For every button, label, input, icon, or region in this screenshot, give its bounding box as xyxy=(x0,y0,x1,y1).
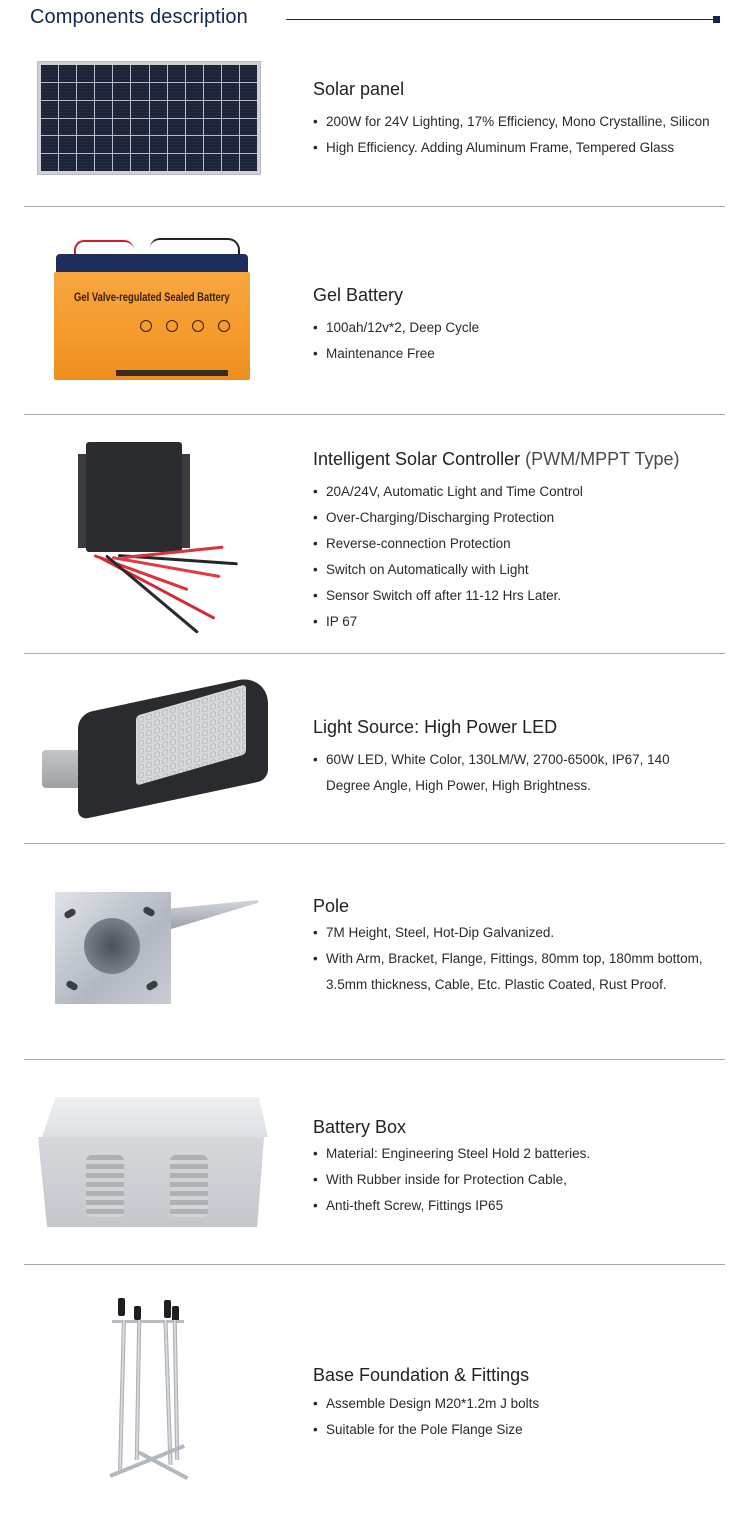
solar-cell xyxy=(59,119,76,136)
solar-cell xyxy=(113,101,130,118)
solar-cell xyxy=(41,154,58,171)
component-info xyxy=(313,715,743,799)
spec-item: • Reverse-connection Protection xyxy=(313,531,743,557)
solar-cell xyxy=(59,83,76,100)
component-title: Light Source: High Power LED xyxy=(313,717,558,737)
spec-item: • Sensor Switch off after 11-12 Hrs Later. xyxy=(313,583,743,609)
solar-cell xyxy=(113,136,130,153)
component-info xyxy=(313,77,743,161)
solar-cell xyxy=(222,136,239,153)
solar-cell xyxy=(186,136,203,153)
solar-cell xyxy=(95,136,112,153)
solar-cell xyxy=(59,101,76,118)
spec-item: • Maintenance Free xyxy=(313,341,743,367)
solar-cell xyxy=(131,136,148,153)
solar-cell xyxy=(222,101,239,118)
spec-item: • High Efficiency. Adding Aluminum Frame, Tempered Glass xyxy=(313,135,743,161)
component-title: Solar panel xyxy=(313,79,405,99)
component-title: Pole xyxy=(313,896,350,916)
solar-cell xyxy=(150,83,167,100)
solar-cell xyxy=(59,65,76,82)
component-title: Base Foundation & Fittings xyxy=(313,1365,530,1385)
solar-cell xyxy=(168,154,185,171)
certification-icons xyxy=(140,320,230,332)
solar-cell xyxy=(204,154,221,171)
spec-item: • With Rubber inside for Protection Cable, xyxy=(313,1167,743,1193)
solar-cell xyxy=(95,101,112,118)
solar-cell xyxy=(240,65,257,82)
solar-cell xyxy=(41,136,58,153)
solar-cell xyxy=(204,119,221,136)
solar-cell xyxy=(77,65,94,82)
pole-image xyxy=(40,870,260,1000)
component-info xyxy=(313,1363,743,1443)
solar-cell xyxy=(240,154,257,171)
solar-cell xyxy=(131,154,148,171)
section-divider xyxy=(24,1264,725,1265)
spec-item: • Anti-theft Screw, Fittings IP65 xyxy=(313,1193,743,1219)
spec-item: • With Arm, Bracket, Flange, Fittings, 80mm top, 180mm bottom, 3.5mm thickness, Cable, Etc. Plastic Coated, Rust Proof. xyxy=(313,946,713,998)
solar-cell xyxy=(41,119,58,136)
spec-list xyxy=(313,1141,743,1219)
solar-cell xyxy=(113,154,130,171)
spec-item: • 7M Height, Steel, Hot-Dip Galvanized. xyxy=(313,920,713,946)
solar-cell xyxy=(41,83,58,100)
solar-cell xyxy=(95,119,112,136)
solar-cell xyxy=(186,119,203,136)
component-info xyxy=(313,447,743,635)
section-divider xyxy=(24,206,725,207)
spec-list xyxy=(313,109,743,161)
solar-cell xyxy=(95,83,112,100)
component-info xyxy=(313,894,743,998)
solar-controller-image xyxy=(64,432,244,632)
solar-cell xyxy=(168,136,185,153)
solar-cell xyxy=(59,136,76,153)
solar-cell xyxy=(150,119,167,136)
header-rule xyxy=(286,19,716,20)
solar-panel-image xyxy=(37,61,261,175)
solar-cell xyxy=(204,101,221,118)
spec-item: • Assemble Design M20*1.2m J bolts xyxy=(313,1391,743,1417)
spec-item: • Material: Engineering Steel Hold 2 batteries. xyxy=(313,1141,743,1167)
solar-cell xyxy=(168,83,185,100)
gel-battery-image xyxy=(54,236,250,386)
solar-cell xyxy=(240,83,257,100)
section-divider xyxy=(24,653,725,654)
solar-cell xyxy=(95,65,112,82)
solar-cell xyxy=(186,65,203,82)
solar-cell xyxy=(186,83,203,100)
spec-item: • Switch on Automatically with Light xyxy=(313,557,743,583)
solar-cell xyxy=(95,154,112,171)
component-title-suffix: (PWM/MPPT Type) xyxy=(525,449,680,469)
page-title: Components description xyxy=(30,6,248,28)
solar-cell xyxy=(77,101,94,118)
solar-cell xyxy=(204,65,221,82)
solar-cell xyxy=(204,136,221,153)
solar-cell xyxy=(204,83,221,100)
solar-cell xyxy=(131,65,148,82)
solar-cell xyxy=(59,154,76,171)
solar-cell xyxy=(222,65,239,82)
solar-cell xyxy=(77,154,94,171)
solar-cell xyxy=(41,101,58,118)
spec-item: • 100ah/12v*2, Deep Cycle xyxy=(313,315,743,341)
spec-item: • IP 67 xyxy=(313,609,743,635)
solar-cell xyxy=(240,101,257,118)
spec-item: • 200W for 24V Lighting, 17% Efficiency, Mono Crystalline, Silicon xyxy=(313,109,743,135)
component-info xyxy=(313,283,743,367)
section-divider xyxy=(24,843,725,844)
spec-list xyxy=(313,1391,743,1443)
spec-list xyxy=(313,747,693,799)
solar-cell xyxy=(168,101,185,118)
solar-cell xyxy=(222,154,239,171)
solar-cell xyxy=(77,83,94,100)
solar-cell xyxy=(150,101,167,118)
solar-cell xyxy=(113,65,130,82)
spec-list xyxy=(313,920,713,998)
solar-cell xyxy=(150,136,167,153)
solar-cell xyxy=(150,65,167,82)
solar-cell xyxy=(240,119,257,136)
solar-cell xyxy=(240,136,257,153)
solar-cell xyxy=(77,136,94,153)
battery-box-image xyxy=(30,1097,280,1227)
section-divider xyxy=(24,414,725,415)
spec-item: • Suitable for the Pole Flange Size xyxy=(313,1417,743,1443)
solar-cell xyxy=(131,119,148,136)
spec-item: • 20A/24V, Automatic Light and Time Control xyxy=(313,479,743,505)
spec-item: • Over-Charging/Discharging Protection xyxy=(313,505,743,531)
solar-cell xyxy=(113,119,130,136)
spec-list xyxy=(313,479,743,635)
component-title: Gel Battery xyxy=(313,285,404,305)
battery-label: Gel Valve-regulated Sealed Battery xyxy=(74,292,230,304)
solar-cell xyxy=(222,119,239,136)
component-title: Battery Box xyxy=(313,1117,407,1137)
solar-cell xyxy=(168,119,185,136)
solar-cell xyxy=(131,83,148,100)
solar-cell xyxy=(186,154,203,171)
solar-cell xyxy=(41,65,58,82)
solar-cell xyxy=(77,119,94,136)
solar-cell xyxy=(222,83,239,100)
spec-item: • 60W LED, White Color, 130LM/W, 2700-6500k, IP67, 140 Degree Angle, High Power, High Brightness. xyxy=(313,747,693,799)
header-rule-end-marker xyxy=(713,16,720,23)
led-light-image xyxy=(34,688,270,818)
base-foundation-image xyxy=(108,1298,218,1488)
section-header xyxy=(0,0,750,40)
component-info xyxy=(313,1115,743,1219)
solar-cell xyxy=(168,65,185,82)
solar-cell xyxy=(150,154,167,171)
solar-cell xyxy=(131,101,148,118)
component-title: Intelligent Solar Controller (PWM/MPPT Type) xyxy=(313,449,680,469)
solar-cell xyxy=(186,101,203,118)
section-divider xyxy=(24,1059,725,1060)
spec-list xyxy=(313,315,743,367)
solar-cell xyxy=(113,83,130,100)
